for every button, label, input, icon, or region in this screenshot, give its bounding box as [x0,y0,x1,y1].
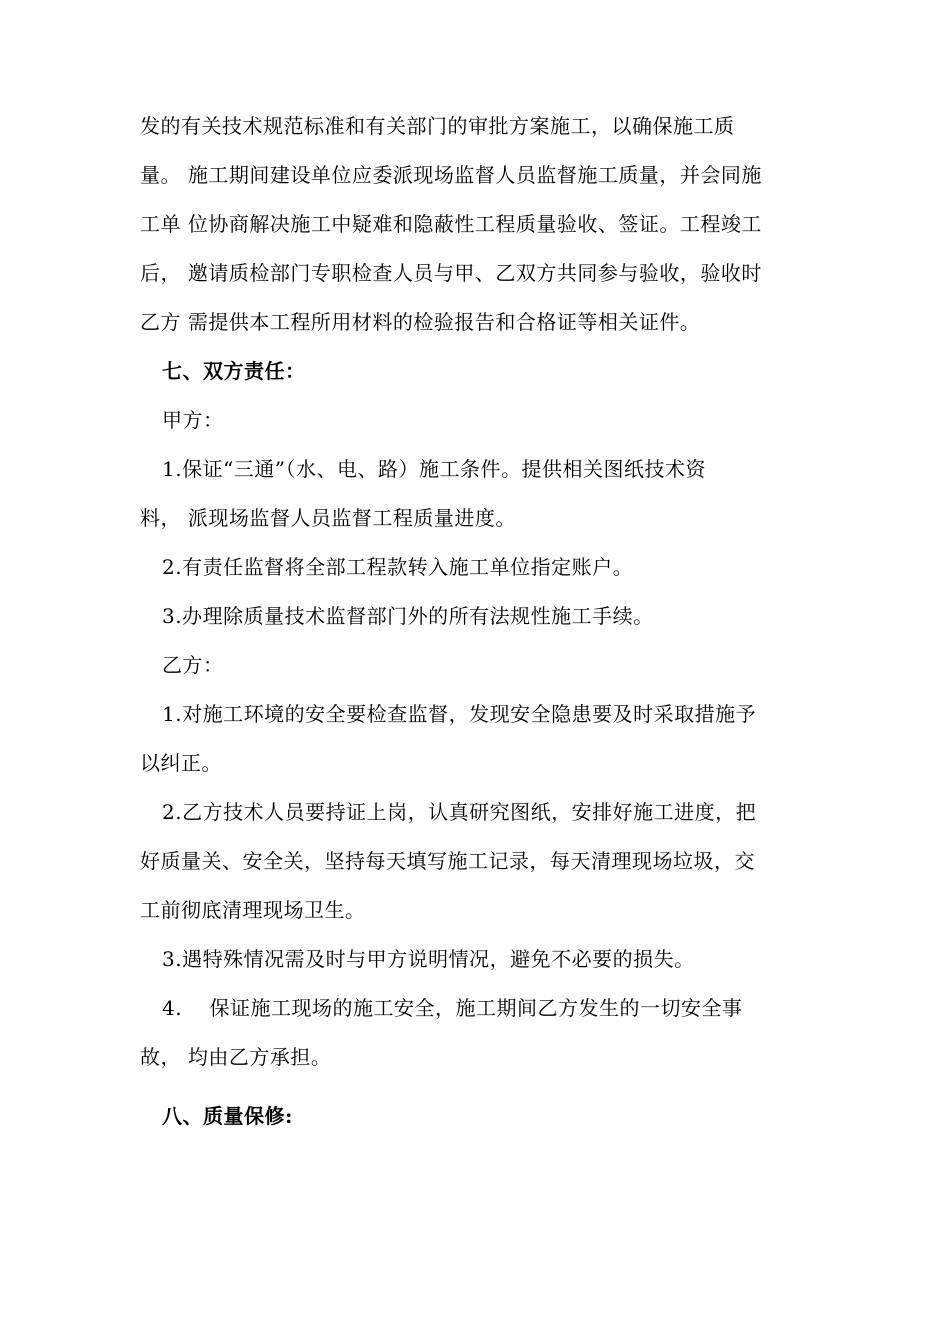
list-item-continuation: 以纠正。 [140,751,222,775]
list-item: 1.对施工环境的安全要检查监督，发现安全隐患要及时采取措施予 [162,702,757,726]
paragraph-line: 乙方 需提供本工程所用材料的检验报告和合格证等相关证件。 [140,310,701,334]
list-item: 2.乙方技术人员要持证上岗，认真研究图纸，安排好施工进度，把 [162,800,757,824]
list-item: 3.遇特殊情况需及时与甲方说明情况，避免不必要的损失。 [162,947,695,971]
list-item: 3.办理除质量技术监督部门外的所有法规性施工手续。 [162,604,654,628]
document-body [140,102,830,1141]
section-heading-7: 七、双方责任： [162,359,306,383]
paragraph-line: 量。 施工期间建设单位应委派现场监督人员监督施工质量，并会同施 [140,163,762,187]
list-item: 4. 保证施工现场的施工安全，施工期间乙方发生的一切安全事 [162,996,743,1020]
list-item-continuation: 料， 派现场监督人员监督工程质量进度。 [140,506,516,530]
paragraph-line: 发的有关技术规范标准和有关部门的审批方案施工，以确保施工质 [140,114,735,138]
party-a-label: 甲方： [162,408,224,432]
list-item-continuation: 工前彻底清理现场卫生。 [140,898,366,922]
party-b-label: 乙方： [162,653,224,677]
list-item: 1.保证“三通”（水、电、路）施工条件。提供相关图纸技术资 [162,457,707,481]
paragraph-line: 工单 位协商解决施工中疑难和隐蔽性工程质量验收、签证。工程竣工 [140,212,762,236]
paragraph-line: 后， 邀请质检部门专职检查人员与甲、乙双方共同参与验收，验收时 [140,261,762,285]
list-item-continuation: 故， 均由乙方承担。 [140,1045,332,1069]
list-item: 2.有责任监督将全部工程款转入施工单位指定账户。 [162,555,634,579]
list-item-continuation: 好质量关、安全关，坚持每天填写施工记录，每天清理现场垃圾，交 [140,849,755,873]
section-heading-8: 八、质量保修: [162,1104,293,1128]
